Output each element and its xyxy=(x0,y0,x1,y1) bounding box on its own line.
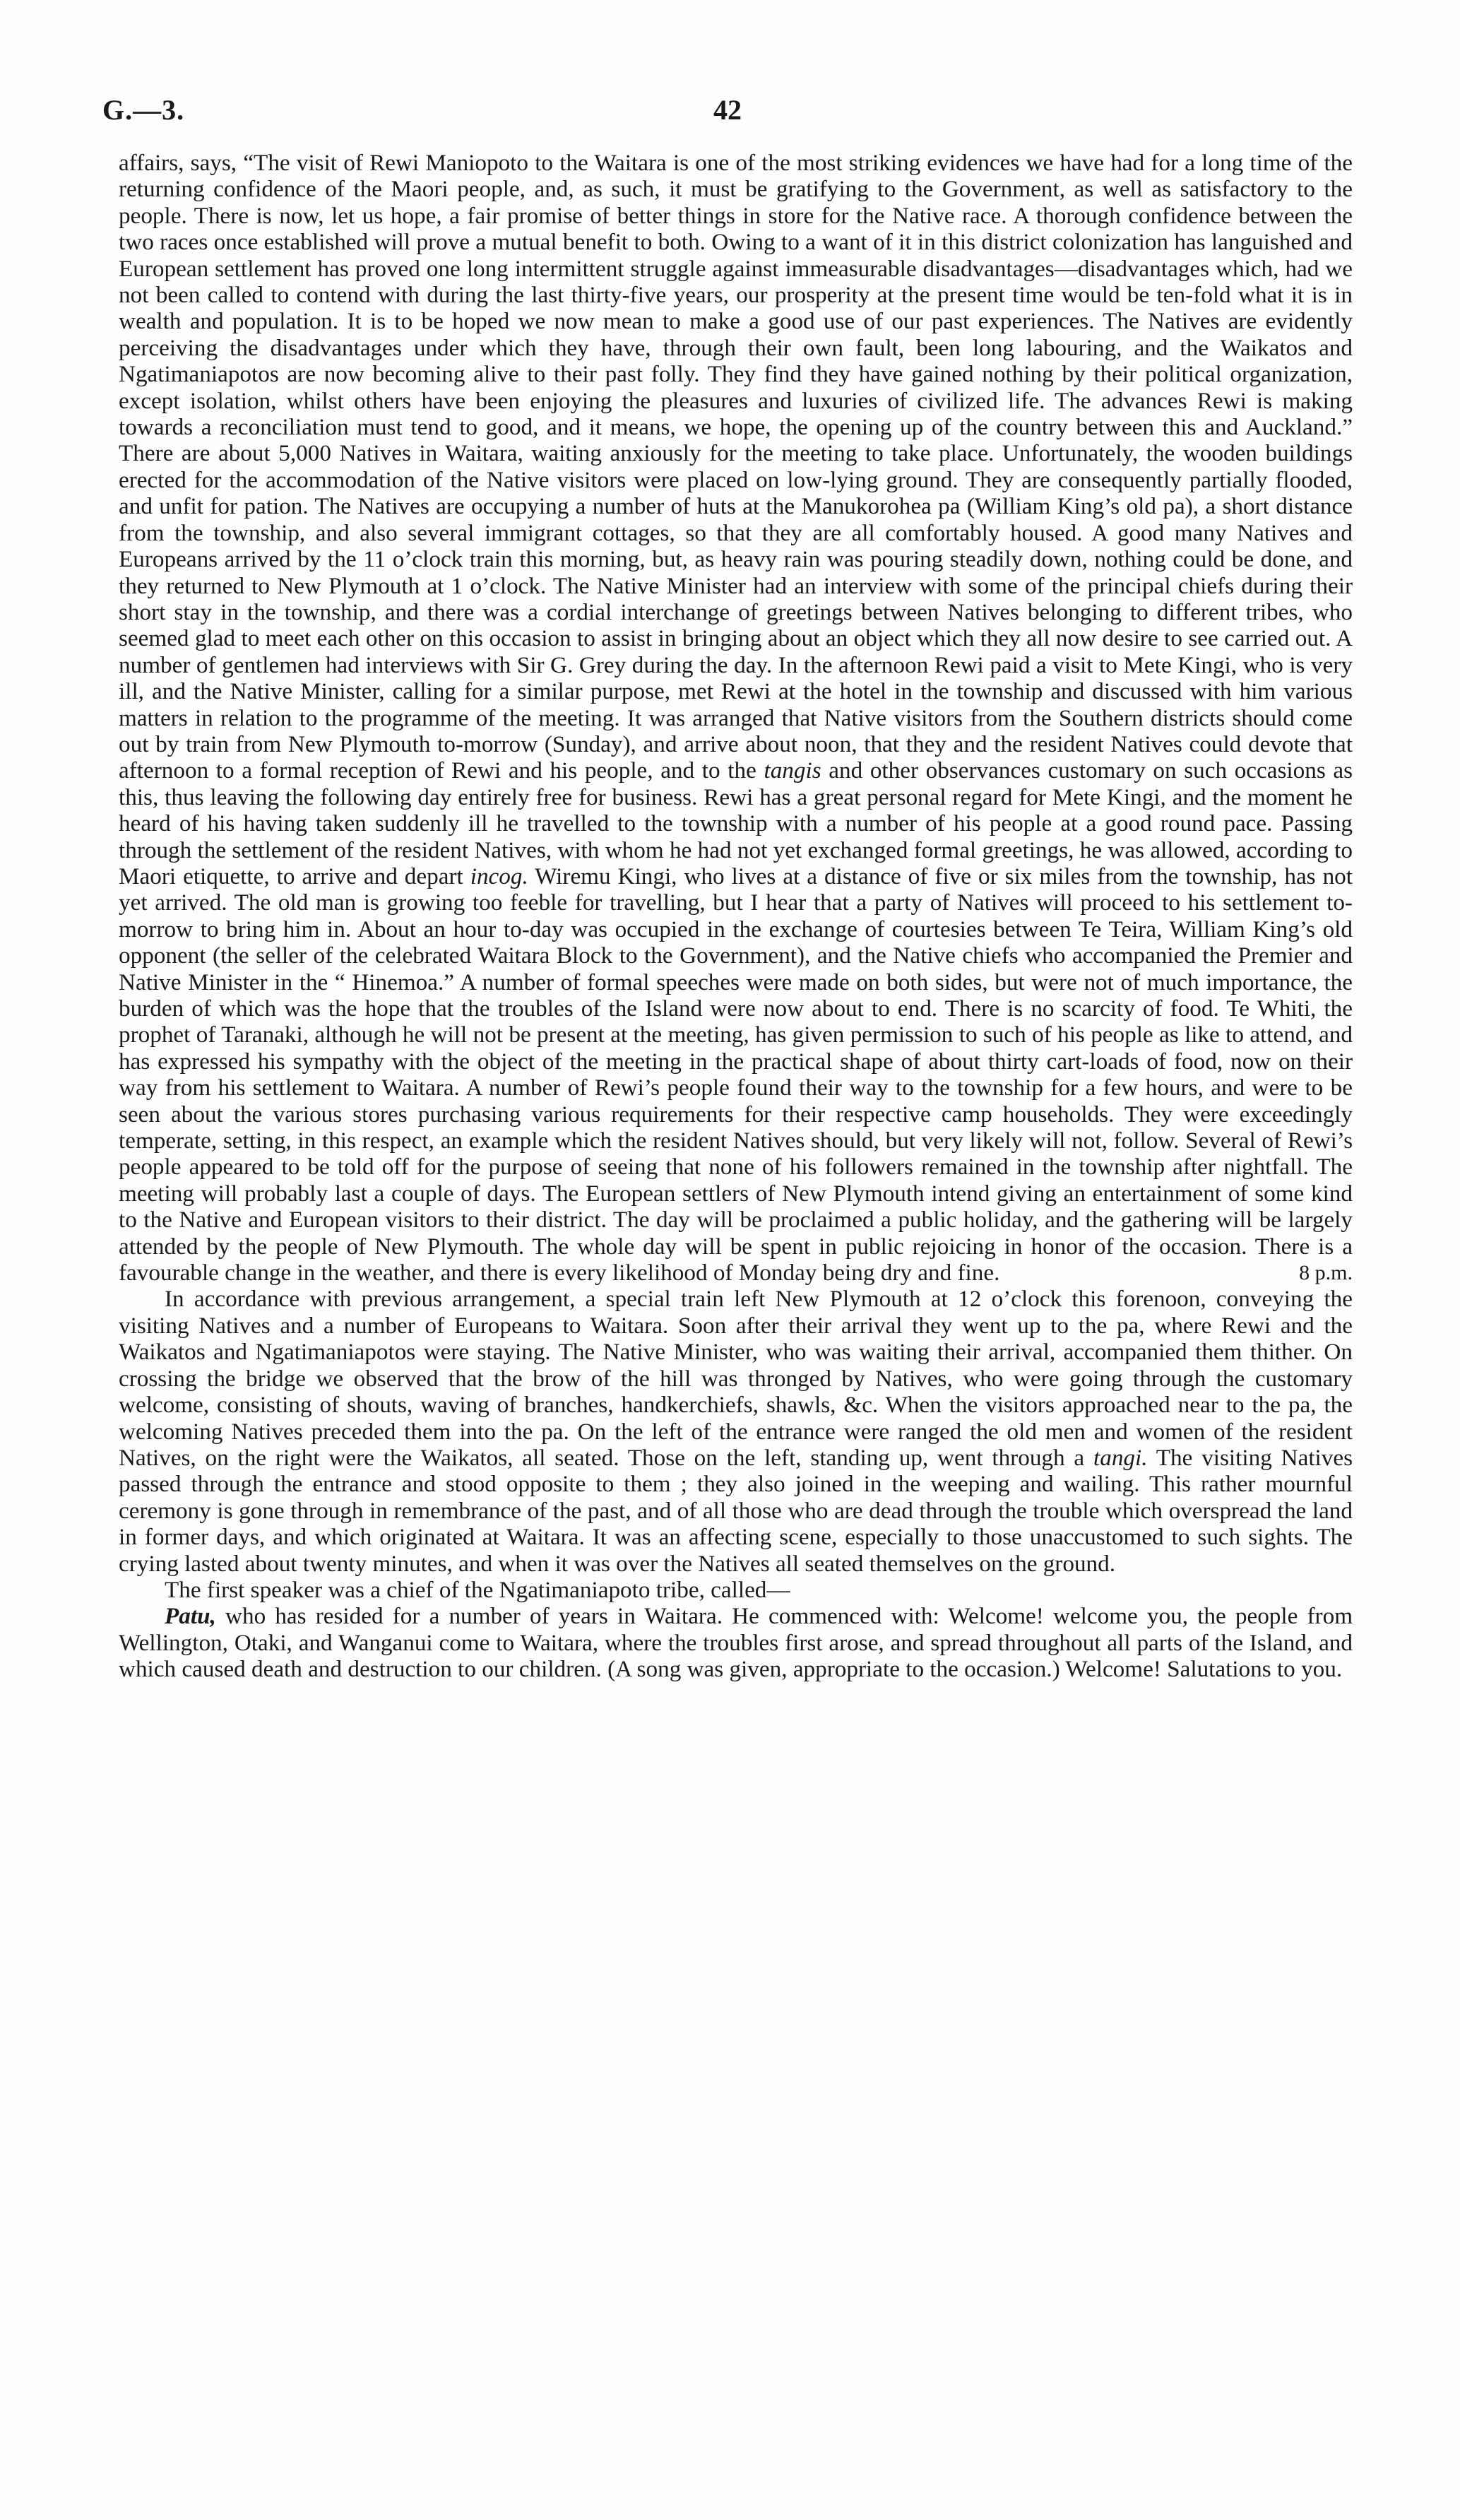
italic-term: tangi. xyxy=(1093,1444,1148,1471)
paragraph-text: In accordance with previous arrangement, a special train left New Plymouth at 12 o’clock this forenoon, conveying the visiting Natives and a number of Europeans to Waitara. Soon after their arrival they went up to the pa, where Rewi and the Waikatos and Ngatimaniapotos were staying. The Native Minister, who was waiting their arrival, accompanied them thither. On crossing the bridge we observed that the brow of the hill was thronged by Natives, who were going through the customary welcome, consisting of shouts, waving of branches, handkerchiefs, shawls, &c. When the visitors approached near to the pa, the welcoming Natives preceded them into the pa. On the left of the entrance were ranged the old men and women of the resident Natives, on the right were the Waikatos, all seated. Those on the left, standing up, went through a xyxy=(119,1286,1353,1471)
article-body xyxy=(119,150,1353,1683)
paragraph-text: who has resided for a number of years in Waitara. He commenced with: Welcome! welcome you, the people from Wellington, Otaki, and Wanganui come to Waitara, where the troubles first arose, and spread throughout all parts of the Island, and which caused death and destruction to our children. (A song was given, appropriate to the occasion.) Welcome! Salutations to you. xyxy=(119,1603,1353,1683)
italic-term: tangis xyxy=(764,757,821,784)
time-stamp: 8 p.m. xyxy=(1299,1261,1353,1285)
report-paragraph xyxy=(119,1286,1353,1576)
page-number: 42 xyxy=(713,94,742,126)
paragraph-text: The visiting Natives passed through the entrance and stood opposite to them ; they also joined in the weeping and wailing. This rather mournful ceremony is gone through in remembrance of the past, and of all those who are dead through the trouble which overspread the land in former days, and which originated at Waitara. It was an affecting scene, especially to those unaccustomed to such sights. The crying lasted about twenty minutes, and when it was over the Natives all seated themselves on the ground. xyxy=(119,1444,1353,1577)
speaker-name: Patu, xyxy=(165,1603,216,1630)
document-reference: G.—3. xyxy=(102,94,185,126)
paragraph-text: and other observances customary on such occasions as this, thus leaving the following day entirely free for business. Rewi has a great personal regard for Mete Kingi, and the moment he heard of his having taken suddenly ill he travelled to the township with a number of his people at a good round pace. Passing through the settlement of the resident Natives, with whom he had not yet exchanged formal greetings, he was allowed, according to Maori etiquette, to arrive and depart xyxy=(119,757,1353,889)
speech-paragraph xyxy=(119,1603,1353,1682)
paragraph-text: affairs, says, “The visit of Rewi Maniopoto to the Waitara is one of the most striking evidences we have had for a long time of the returning confidence of the Maori people, and, as such, it must be gratifying to the Government, as well as satisfactory to the people. There is now, let us hope, a fair promise of better things in store for the Native race. A thorough confidence between the two races once established will prove a mutual benefit to both. Owing to a want of it in this district colonization has languished and European settlement has proved one long intermittent struggle against immeasurable disadvantages—disadvantages which, had we not been called to contend with during the last thirty-five years, our prosperity at the present time would be ten-fold what it is in wealth and population. It is to be hoped we now mean to make a good use of our past experiences. The Natives are evidently perceiving the disadvantages under which they have, through their own fault, been long labouring, and the Waikatos and Ngatimaniapotos are now becoming alive to their past folly. They find they have gained nothing by their political organization, except isolation, whilst others have been enjoying the pleasures and luxuries of civilized life. The advances Rewi is making towards a reconciliation must tend to good, and it means, we hope, the opening up of the country between this and Auckland.” There are about 5,000 Natives in Waitara, waiting anxiously for the meeting to take place. Unfortunately, the wooden buildings erected for the accommodation of the Native visitors were placed on low-lying ground. They are consequently partially flooded, and unfit for pation. The Natives are occupying a number of huts at the Manukorohea pa (William King’s old pa), a short distance from the township, and also several immigrant cottages, so that they are all comfortably housed. A good many Natives and Europeans arrived by the 11 o’clock train this morning, but, as heavy rain was pouring steadily down, nothing could be done, and they returned to New Plymouth at 1 o’clock. The Native Minister had an interview with some of the principal chiefs during their short stay in the township, and there was a cordial interchange of greetings between Natives belonging to different tribes, who seemed glad to meet each other on this occasion to assist in bringing about an object which they all now desire to see carried out. A number of gentlemen had interviews with Sir G. Grey during the day. In the afternoon Rewi paid a visit to Mete Kingi, who is very ill, and the Native Minister, calling for a similar purpose, met Rewi at the hotel in the township and discussed with him various matters in relation to the programme of the meeting. It was arranged that Native visitors from the Southern districts should come out by train from New Plymouth to-morrow (Sunday), and arrive about noon, that they and the resident Natives could devote that afternoon to a formal reception of Rewi and his people, and to the xyxy=(119,150,1353,784)
report-paragraph: The first speaker was a chief of the Ngatimaniapoto tribe, called— xyxy=(165,1576,790,1603)
italic-term: incog. xyxy=(470,863,528,889)
report-paragraph xyxy=(119,150,1353,1286)
paragraph-text: Wiremu Kingi, who lives at a distance of five or six miles from the township, has not yet arrived. The old man is growing too feeble for travelling, but I hear that a party of Natives will proceed to his settlement to-morrow to bring him in. About an hour to-day was occupied in the exchange of courtesies between Te Teira, William King’s old opponent (the seller of the celebrated Waitara Block to the Government), and the Native chiefs who accompanied the Premier and Native Minister in the “ Hinemoa.” A number of formal speeches were made on both sides, but were not of much importance, the burden of which was the hope that the troubles of the Island were now about to end. There is no scarcity of food. Te Whiti, the prophet of Taranaki, although he will not be present at the meeting, has given permission to such of his people as like to attend, and has expressed his sympathy with the object of the meeting in the practical shape of about thirty cart-loads of food, now on their way from his settlement to Waitara. A number of Rewi’s people found their way to the township for a few hours, and were to be seen about the various stores purchasing various requirements for their respective camp households. They were exceedingly temperate, setting, in this respect, an example which the resident Natives should, but very likely will not, follow. Several of Rewi’s people appeared to be told off for the purpose of seeing that none of his followers remained in the township after nightfall. The meeting will probably last a couple of days. The European settlers of New Plymouth intend giving an entertainment of some kind to the Native and European visitors to their district. The day will be proclaimed a public holiday, and the gathering will be largely attended by the people of New Plymouth. The whole day will be spent in public rejoicing in honor of the occasion. There is a favourable change in the weather, and there is every likelihood of Monday being dry and fine. xyxy=(119,863,1353,1286)
